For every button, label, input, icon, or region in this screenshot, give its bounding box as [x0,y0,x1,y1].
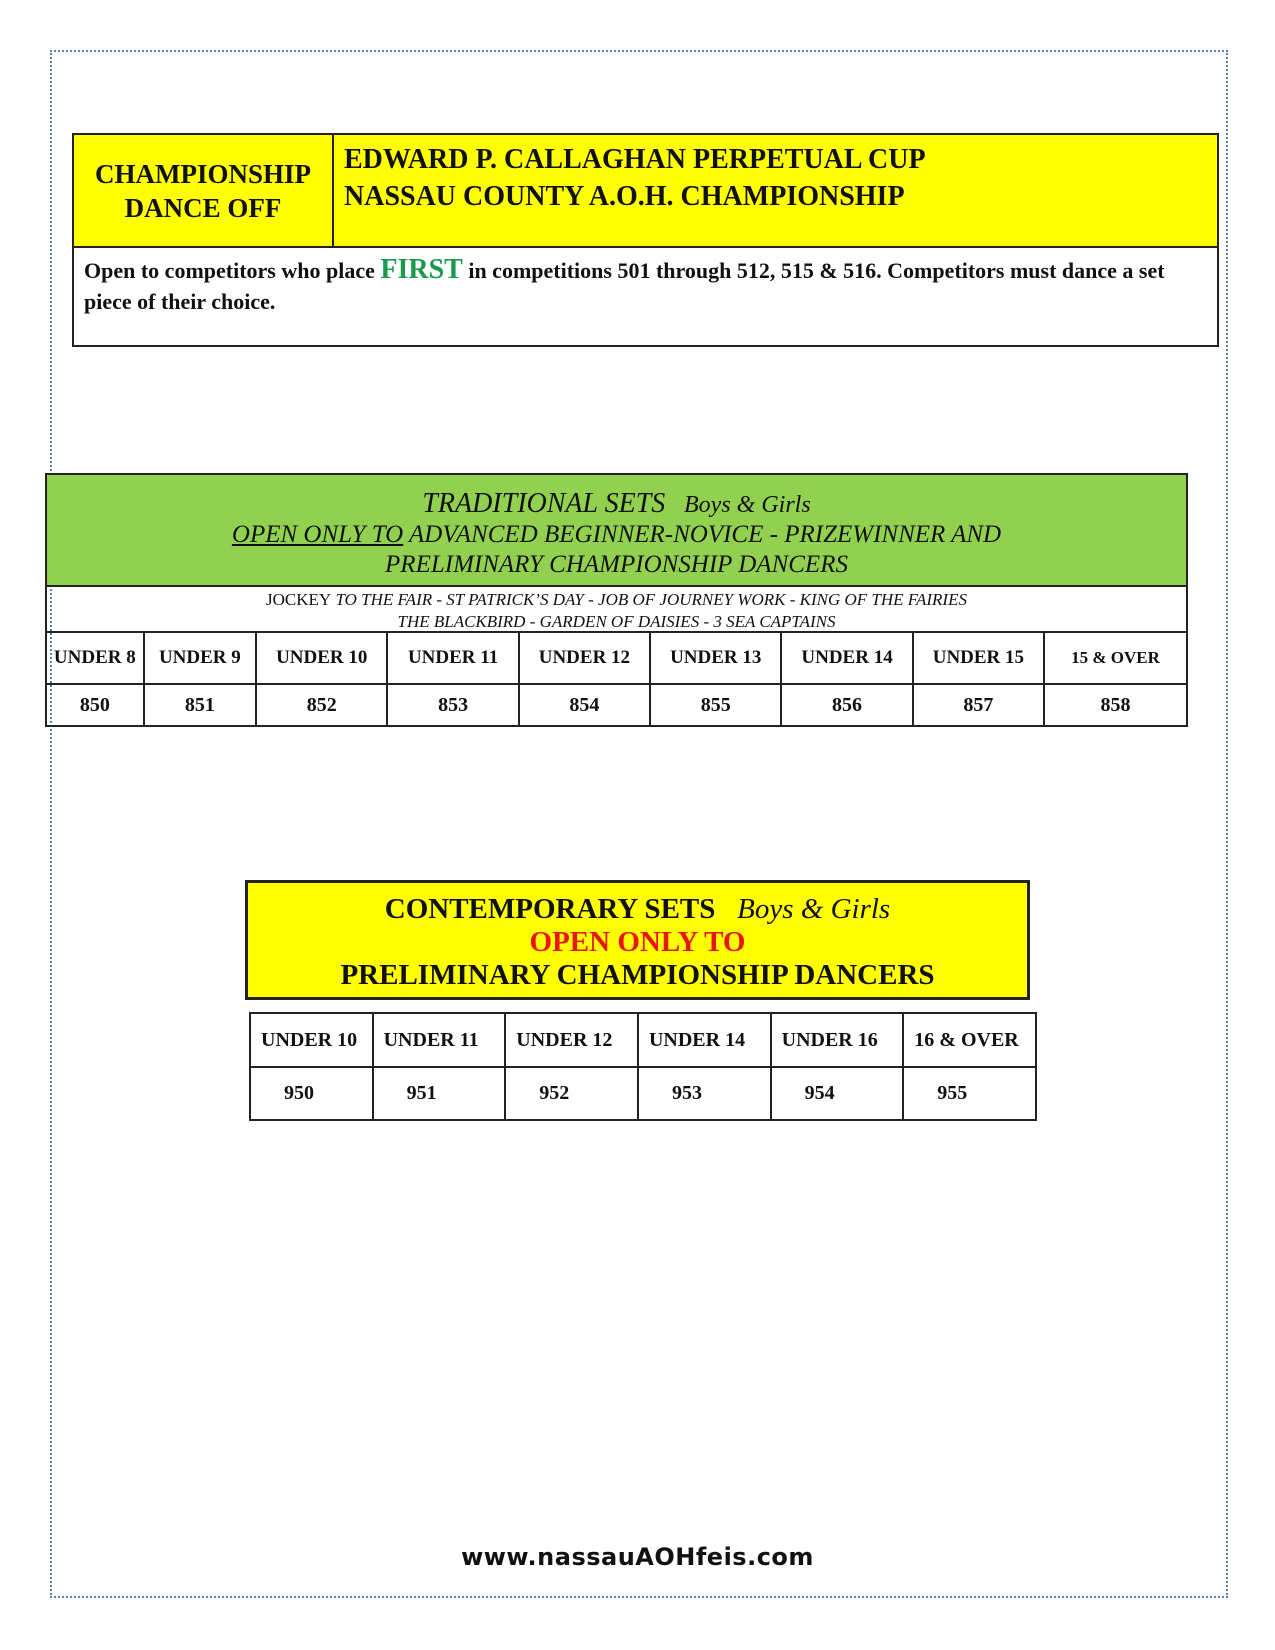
traditional-subtitle: Boys & Girls [684,492,811,518]
age-header: UNDER 15 [913,633,1044,684]
competition-number: 855 [650,684,781,725]
traditional-sets-section [45,473,1188,727]
open-only-to: OPEN ONLY TO [231,521,404,548]
competition-number: 853 [387,684,518,725]
competition-number: 950 [250,1067,373,1120]
championship-label-line1: CHAMPIONSHIP [95,158,311,189]
traditional-number-row [47,684,1186,725]
age-header: UNDER 10 [250,1013,373,1067]
dance-jockey: JOCKEY [266,590,332,609]
championship-name: NASSAU COUNTY A.O.H. CHAMPIONSHIP [344,181,905,212]
competition-number: 952 [505,1067,638,1120]
contemporary-open-only-to: OPEN ONLY TO [529,926,746,958]
age-header: 16 & OVER [903,1013,1036,1067]
age-header: UNDER 9 [144,633,256,684]
age-header: UNDER 11 [373,1013,506,1067]
competition-number: 857 [913,684,1044,725]
cup-name: EDWARD P. CALLAGHAN PERPETUAL CUP [344,144,926,175]
competition-number: 851 [144,684,256,725]
description-after: in competitions 501 through 512, 515 & 516. Competitors must dance a set piece of their choice. [84,258,1165,314]
age-header: UNDER 14 [638,1013,771,1067]
traditional-header-row [47,633,1186,684]
contemporary-subtitle: Boys & Girls [737,893,891,925]
competition-number: 955 [903,1067,1036,1120]
contemporary-age-table [249,1012,1037,1121]
contemporary-eligibility: PRELIMINARY CHAMPIONSHIP DANCERS [340,959,935,991]
age-header: UNDER 10 [256,633,387,684]
open-eligibility-line2: PRELIMINARY CHAMPIONSHIP DANCERS [385,551,848,578]
contemporary-number-row [250,1067,1036,1120]
age-header: UNDER 16 [771,1013,904,1067]
dance-list-line2: THE BLACKBIRD - GARDEN OF DAISIES - 3 SEA CAPTAINS [397,612,836,631]
open-eligibility: ADVANCED BEGINNER-NOVICE - PRIZEWINNER AND [403,521,1002,548]
competition-number: 858 [1044,684,1186,725]
age-header: UNDER 12 [519,633,650,684]
championship-header [74,135,1217,248]
competition-number: 951 [373,1067,506,1120]
website-url[interactable]: www.nassauAOHfeis.com [461,1543,814,1571]
competition-number: 852 [256,684,387,725]
competition-number: 953 [638,1067,771,1120]
age-header: UNDER 13 [650,633,781,684]
contemporary-title: CONTEMPORARY SETS [384,893,716,925]
description-before: Open to competitors who place [84,258,381,283]
competition-number: 850 [79,693,110,716]
competition-number: 854 [519,684,650,725]
age-header: UNDER 14 [781,633,912,684]
traditional-age-table [47,633,1186,725]
championship-title [334,135,926,246]
competition-number: 856 [781,684,912,725]
traditional-title: TRADITIONAL SETS [422,488,666,519]
first-highlight: FIRST [380,254,463,285]
championship-box [72,133,1219,347]
traditional-dance-list [47,587,1186,633]
contemporary-header-row [250,1013,1036,1067]
age-header: UNDER 12 [505,1013,638,1067]
dance-list-line1: TO THE FAIR - ST PATRICK’S DAY - JOB OF JOURNEY WORK - KING OF THE FAIRIES [331,590,967,609]
championship-description [74,248,1217,317]
championship-label-line2: DANCE OFF [124,192,282,223]
competition-number: 954 [771,1067,904,1120]
contemporary-sets-header [245,880,1030,1000]
championship-label [74,135,334,246]
age-header: UNDER 8 [47,633,144,684]
traditional-sets-header [47,475,1186,587]
age-header: 15 & OVER [1044,633,1186,684]
age-header: UNDER 11 [387,633,518,684]
